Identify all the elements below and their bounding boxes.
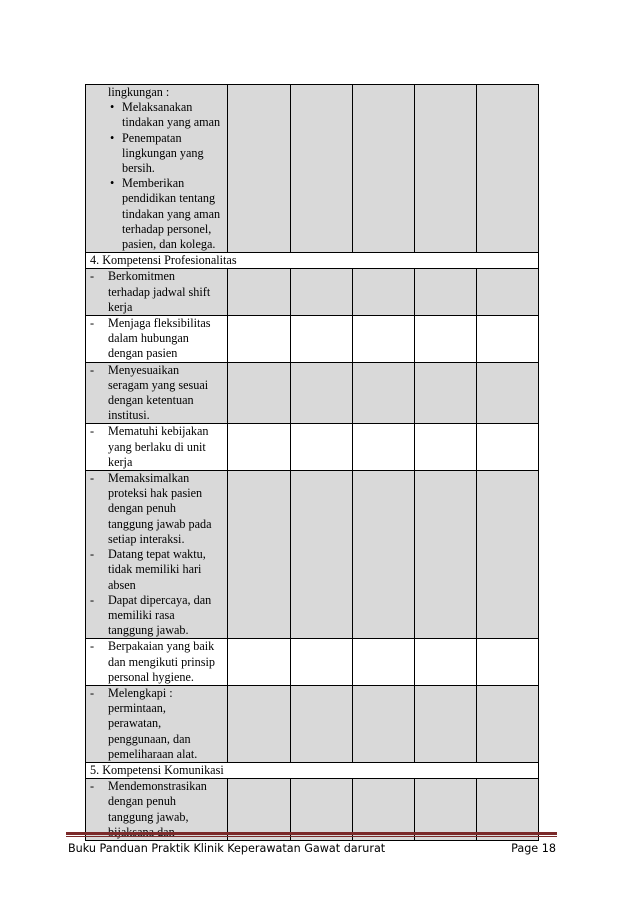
item-line [90,686,225,701]
dash-marker [90,810,108,825]
score-cell[interactable] [353,362,415,424]
item-line [90,285,225,300]
score-cell[interactable] [228,424,291,471]
dash-marker: - [90,639,95,654]
item-text: penggunaan, dan [108,731,191,746]
score-cell[interactable] [353,85,415,253]
competency-table [85,84,539,841]
item-line [90,316,225,331]
score-cell[interactable] [477,639,539,686]
item-text: dengan ketentuan [108,393,194,408]
dash-marker [90,378,108,393]
item-cell [86,362,228,424]
score-cell[interactable] [477,471,539,639]
item-text: personal hygiene. [108,669,194,684]
item-line [90,300,225,315]
dash-marker [90,346,108,361]
item-text: terhadap personel, [122,221,212,236]
item-text: Menjaga fleksibilitas [108,316,211,331]
score-cell[interactable] [415,685,477,762]
table-row [86,471,539,639]
bullet-line [90,237,225,252]
table-row [86,362,539,424]
dash-marker [90,747,108,762]
dash-marker: - [90,316,95,331]
item-text: Mendemonstrasikan [108,779,207,794]
bullet-line [90,207,225,222]
item-text: tanggung jawab. [108,623,189,638]
item-text: lingkungan yang [122,145,204,160]
dash-marker [90,732,108,747]
dash-marker: - [90,779,95,794]
item-line [90,779,225,794]
bullet-icon [90,207,122,222]
score-cell[interactable] [477,362,539,424]
item-line [90,794,225,809]
item-text: tindakan yang aman [122,206,221,221]
page-number: Page 18 [511,842,556,855]
item-text: tidak memiliki hari [108,562,202,577]
item-cell [86,269,228,316]
item-text: pendidikan tentang [122,191,216,206]
item-text: kerja [108,299,133,314]
dash-marker [90,501,108,516]
dash-marker [90,562,108,577]
item-text: yang berlaku di unit [108,439,206,454]
score-cell[interactable] [291,316,353,363]
bullet-line [90,222,225,237]
bullet-icon: • [110,100,115,115]
score-cell[interactable] [353,471,415,639]
footer-rule-thin [66,836,557,837]
dash-marker [90,517,108,532]
score-cell[interactable] [291,269,353,316]
item-line [90,346,225,361]
dash-marker [90,716,108,731]
bullet-icon [90,222,122,237]
item-text: perawatan, [108,716,162,731]
score-cell[interactable] [291,471,353,639]
item-text: Menyesuaikan [108,362,180,377]
dash-marker [90,440,108,455]
score-cell[interactable] [415,269,477,316]
score-cell[interactable] [228,639,291,686]
score-cell[interactable] [477,269,539,316]
dash-marker [90,701,108,716]
bullet-icon [90,237,122,252]
dash-marker: - [90,685,95,700]
item-text: dalam hubungan [108,331,189,346]
item-line [90,517,225,532]
dash-marker [90,578,108,593]
bullet-icon [90,146,122,161]
dash-marker: - [90,547,95,562]
bullet-icon [90,115,122,130]
item-text: dan mengikuti prinsip [108,654,215,669]
bullet-line [90,131,225,146]
item-text: Melengkapi : [108,685,173,700]
score-cell[interactable] [353,316,415,363]
item-line [90,670,225,685]
item-text: Penempatan [122,130,182,145]
item-text: kerja [108,454,133,469]
item-text: bersih. [122,161,155,176]
score-cell[interactable] [477,424,539,471]
item-cell [86,471,228,639]
bullet-icon: • [110,176,115,191]
dash-marker: - [90,362,95,377]
dash-marker [90,655,108,670]
item-line [90,623,225,638]
score-cell[interactable] [415,362,477,424]
item-text: seragam yang sesuai [108,377,209,392]
item-line [90,593,225,608]
score-cell[interactable] [291,685,353,762]
item-text: dengan pasien [108,346,178,361]
item-text: permintaan, [108,701,166,716]
item-line [90,747,225,762]
item-line [90,532,225,547]
item-text: Melaksanakan [122,100,193,115]
dash-marker [90,794,108,809]
score-cell[interactable] [228,269,291,316]
score-cell[interactable] [415,639,477,686]
item-text: pasien, dan kolega. [122,237,216,252]
table-row [86,316,539,363]
score-cell[interactable] [415,85,477,253]
item-text: Memberikan [122,176,185,191]
item-line [90,455,225,470]
item-line [90,393,225,408]
item-text: Dapat dipercaya, dan [108,592,212,607]
item-cell [86,685,228,762]
dash-marker [90,608,108,623]
footer-rule-thick [66,832,557,835]
item-text: memiliki rasa [108,607,175,622]
item-line [90,471,225,486]
item-text: Datang tepat waktu, [108,547,206,562]
bullet-icon: • [110,130,115,145]
score-cell[interactable] [228,316,291,363]
item-text: pemeliharaan alat. [108,746,198,761]
bullet-line [90,146,225,161]
item-text: tindakan yang aman [122,115,221,130]
score-cell[interactable] [228,85,291,253]
section-title-komunikasi: 5. Kompetensi Komunikasi [86,762,539,778]
score-cell[interactable] [228,471,291,639]
item-line [90,716,225,731]
item-line [90,363,225,378]
item-text: tanggung jawab, [108,809,189,824]
item-line [90,732,225,747]
item-lead [90,85,225,100]
item-line [90,331,225,346]
item-line [90,608,225,623]
item-text: dengan penuh [108,501,177,516]
bullet-line [90,115,225,130]
score-cell[interactable] [228,362,291,424]
table-row [86,85,539,253]
item-line [90,655,225,670]
dash-marker: - [90,424,95,439]
score-cell[interactable] [415,424,477,471]
score-cell[interactable] [291,424,353,471]
score-cell[interactable] [291,639,353,686]
dash-marker [90,623,108,638]
dash-marker [90,331,108,346]
item-text: terhadap jadwal shift [108,284,211,299]
score-cell[interactable] [291,362,353,424]
score-cell[interactable] [353,685,415,762]
item-text: dengan penuh [108,794,177,809]
score-cell[interactable] [477,685,539,762]
item-text: absen [108,577,136,592]
bullet-line [90,176,225,191]
item-text: proteksi hak pasien [108,486,203,501]
dash-marker [90,455,108,470]
item-text: Berpakaian yang baik [108,639,215,654]
score-cell[interactable] [353,269,415,316]
item-text: Berkomitmen [108,269,176,284]
item-line [90,440,225,455]
score-cell[interactable] [477,85,539,253]
table-row [86,424,539,471]
item-text: tanggung jawab pada [108,516,212,531]
item-line [90,547,225,562]
dash-marker [90,486,108,501]
dash-marker [90,393,108,408]
item-line [90,562,225,577]
section-title-profesionalitas: 4. Kompetensi Profesionalitas [86,253,539,269]
score-cell[interactable] [477,316,539,363]
dash-marker: - [90,269,95,284]
dash-marker: - [90,592,95,607]
dash-marker [90,532,108,547]
table-row [86,685,539,762]
item-line [90,486,225,501]
dash-marker [90,670,108,685]
bullet-icon [90,161,122,176]
item-cell [86,85,228,253]
item-text: Mematuhi kebijakan [108,424,209,439]
item-line [90,378,225,393]
item-line [90,408,225,423]
item-line [90,578,225,593]
item-line [90,701,225,716]
item-cell [86,639,228,686]
score-cell[interactable] [415,471,477,639]
dash-marker [90,408,108,423]
dash-marker [90,285,108,300]
dash-marker: - [90,471,95,486]
item-text: Memaksimalkan [108,471,190,486]
footer-title: Buku Panduan Praktik Klinik Keperawatan Gawat darurat [68,842,386,855]
score-cell[interactable] [353,424,415,471]
item-text: institusi. [108,408,150,423]
table-row [86,269,539,316]
table-row [86,639,539,686]
section-row [86,762,539,778]
item-text: setiap interaksi. [108,531,185,546]
item-line [90,424,225,439]
item-cell [86,316,228,363]
score-cell[interactable] [228,685,291,762]
item-line [90,501,225,516]
score-cell[interactable] [415,316,477,363]
bullet-line [90,191,225,206]
section-row [86,253,539,269]
item-line [90,639,225,654]
dash-marker [90,300,108,315]
bullet-line [90,161,225,176]
bullet-icon [90,191,122,206]
item-text: lingkungan : [108,85,170,99]
item-cell [86,424,228,471]
item-line [90,810,225,825]
bullet-line [90,100,225,115]
score-cell[interactable] [291,85,353,253]
score-cell[interactable] [353,639,415,686]
item-line [90,269,225,284]
